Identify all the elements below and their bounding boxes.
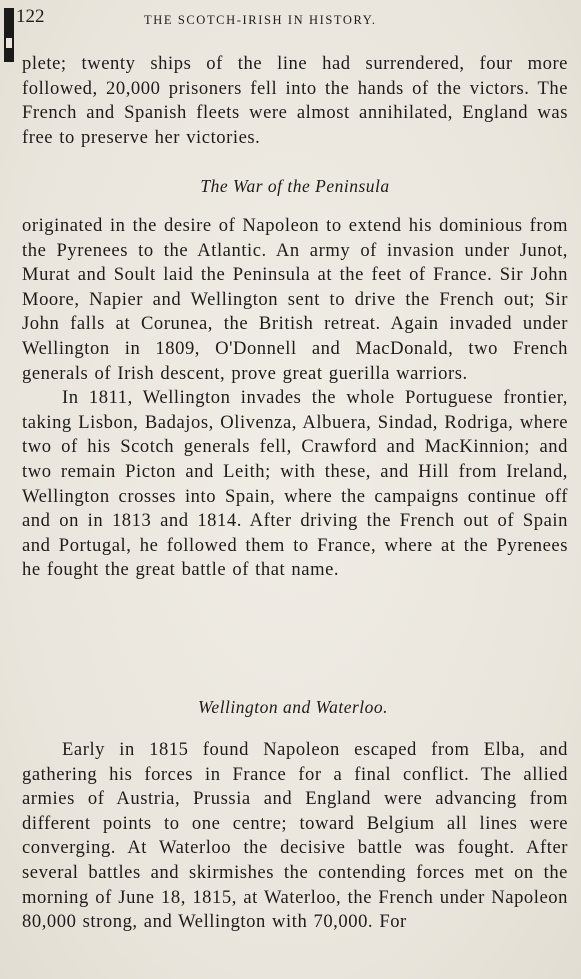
paragraph-waterloo: Early in 1815 found Napoleon escaped from Elba, and gathering his forces in France for a final conflict. The allied armies of Austria, Prussia and England were advancing from different points to one centre; toward Belgium all lines were converging. At Waterloo the decisive battle was fought. After several battles and skirmishes the contending forces met on the morning of June 18, 1815, at Waterloo, the French under Napoleon 80,000 strong, and Wellington with 70,000. For [22, 739, 568, 933]
peninsula-text-block [22, 214, 568, 583]
paragraph-peninsula-1: originated in the desire of Napoleon to extend his dominious from the Pyrenees to the Atlantic. An army of invasion under Junot, Murat and Soult laid the Peninsula at the feet of France. Sir John Moore, Napier and Wellington sent to drive the French out; Sir John falls at Corunea, the British retreat. Again invaded under Wellington in 1809, O'Donnell and MacDonald, two French generals of Irish descent, prove great guerilla warriors. [22, 215, 568, 384]
page-number: 122 [16, 6, 45, 27]
waterloo-text-block [22, 738, 568, 935]
section-heading-waterloo: Wellington and Waterloo. [197, 697, 389, 717]
paragraph-peninsula-2: In 1811, Wellington invades the whole Portuguese frontier, taking Lisbon, Badajos, Olivenza, Albuera, Sindad, Rodriga, where two of his Scotch generals fell, Crawford and MacKinnion; and two remain Picton and Leith; with these, and Hill from Ireland, Wellington crosses into Spain, where the campaigns continue off and on in 1813 and 1814. After driving the French out of Spain and Portugal, he followed them to France, where at the Pyrenees he fought the great battle of that name. [22, 387, 568, 581]
paragraph-opening-block [22, 52, 568, 150]
index-tab-mark [4, 8, 14, 62]
running-head: THE SCOTCH-IRISH IN HISTORY. [144, 13, 377, 27]
section-heading-peninsula: The War of the Peninsula [200, 176, 390, 196]
paragraph-opening: plete; twenty ships of the line had surrendered, four more followed, 20,000 prisoners fell into the hands of the victors. The French and Spanish fleets were almost annihilated, England was free to preserve her victories. [22, 53, 568, 148]
